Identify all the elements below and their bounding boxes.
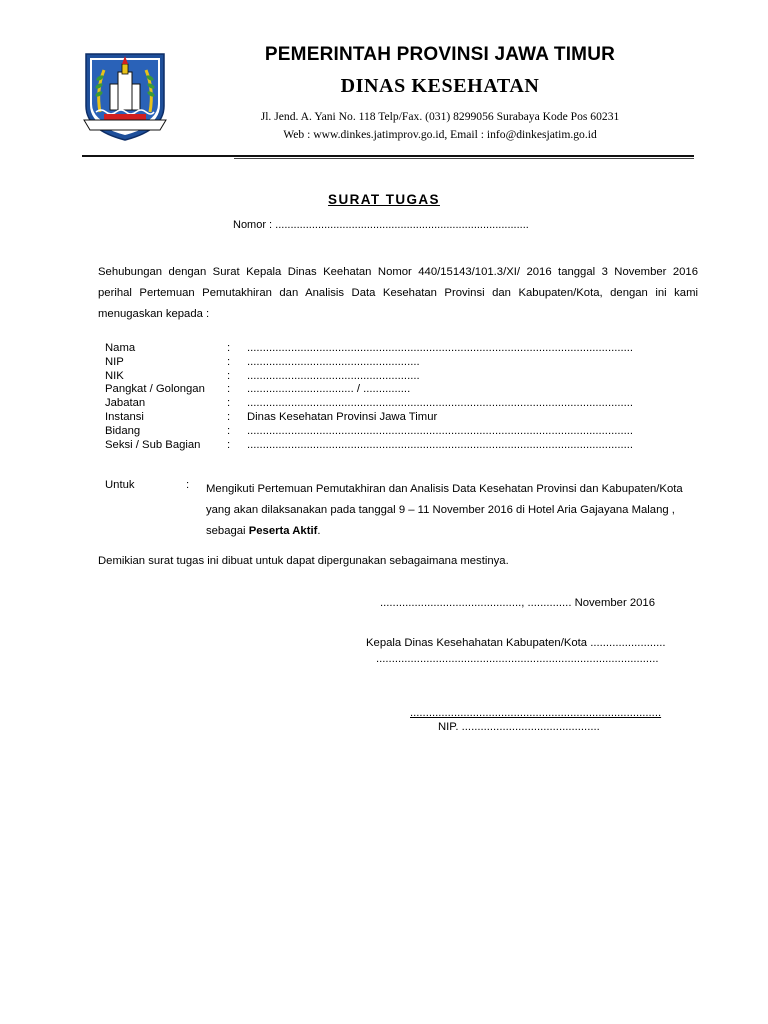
intro-line: Sehubungan dengan Surat Kepala Dinas Keehatan Nomor 440/15143/101.3/XI/ 2016 tanggal 3 November 2016	[98, 266, 698, 278]
closing-sentence: Demikian surat tugas ini dibuat untuk dapat dipergunakan sebagaimana mestinya.	[98, 555, 509, 567]
field-value: ...........................................................................................................................	[247, 342, 634, 354]
date-line: ............................................., .............. November 2016	[380, 597, 655, 609]
field-row-seksi	[105, 439, 665, 453]
field-colon: :	[227, 424, 231, 437]
field-colon: :	[227, 369, 231, 382]
field-label: Jabatan	[105, 397, 146, 410]
field-label: Seksi / Sub Bagian	[105, 438, 201, 451]
field-colon: :	[227, 342, 231, 354]
field-row-nama	[105, 342, 665, 356]
signatory-title-cont: ..........................................................................................	[376, 653, 659, 665]
field-label: Instansi	[105, 410, 144, 423]
field-value: ...........................................................................................................................	[247, 424, 634, 437]
header-divider	[82, 155, 694, 157]
intro-line: menugaskan kepada :	[98, 308, 210, 320]
field-value: .......................................................	[247, 369, 420, 382]
intro-paragraph	[98, 262, 698, 325]
field-row-bidang	[105, 425, 665, 439]
untuk-body	[206, 479, 696, 542]
field-value: ...........................................................................................................................	[247, 397, 634, 410]
provincial-emblem-logo	[80, 50, 170, 142]
untuk-line: yang akan dilaksanakan pada tanggal 9 – 11 November 2016 di Hotel Aria Gajayana Malang ,	[206, 504, 675, 516]
nip-line: NIP. ............................................	[438, 721, 600, 733]
field-colon: :	[227, 397, 231, 410]
dept-name-heading: DINAS KESEHATAN	[340, 75, 540, 97]
address-line: Jl. Jend. A. Yani No. 118 Telp/Fax. (031) 8299056 Surabaya Kode Pos 60231	[260, 110, 620, 123]
field-label: Nama	[105, 342, 136, 354]
untuk-line	[206, 521, 696, 542]
field-colon: :	[227, 438, 231, 451]
untuk-label: Untuk	[105, 479, 135, 491]
field-value: ...........................................................................................................................	[247, 438, 634, 451]
document-title: SURAT TUGAS	[328, 192, 440, 207]
web-email-line: Web : www.dinkes.jatimprov.go.id, Email : info@dinkesjatim.go.id	[283, 128, 597, 141]
field-row-nik	[105, 370, 665, 384]
untuk-line: Mengikuti Pertemuan Pemutakhiran dan Analisis Data Kesehatan Provinsi dan Kabupaten/Kota	[206, 483, 683, 495]
nomor-line: Nomor : ...................................................................................	[233, 219, 529, 231]
field-label: NIK	[105, 369, 124, 382]
peserta-aktif-text: Peserta Aktif	[248, 525, 318, 537]
signature-name-line: ................................................................................	[410, 707, 662, 719]
signatory-title: Kepala Dinas Kesehahatan Kabupaten/Kota ........................	[366, 637, 666, 649]
field-colon: :	[227, 355, 231, 368]
untuk-suffix: .	[317, 525, 321, 537]
field-row-instansi	[105, 411, 665, 425]
assignee-fields	[105, 342, 665, 452]
field-colon: :	[227, 383, 231, 396]
field-row-nip	[105, 356, 665, 370]
field-colon: :	[227, 410, 231, 423]
field-label: Bidang	[105, 424, 141, 437]
field-value: .......................................................	[247, 355, 420, 368]
field-label: Pangkat / Golongan	[105, 383, 205, 396]
field-value: Dinas Kesehatan Provinsi Jawa Timur	[247, 410, 438, 423]
field-value: .................................. / ...............	[247, 383, 411, 396]
untuk-prefix: sebagai	[206, 525, 249, 537]
field-row-pangkat	[105, 383, 665, 397]
untuk-colon: :	[186, 479, 190, 491]
header-divider-thin	[234, 158, 694, 159]
intro-line: perihal Pertemuan Pemutakhiran dan Analisis Data Kesehatan Provinsi dan Kabupaten/Kota, dengan ini kami	[98, 287, 698, 299]
field-row-jabatan	[105, 397, 665, 411]
field-label: NIP	[105, 355, 124, 368]
org-name-heading: PEMERINTAH PROVINSI JAWA TIMUR	[264, 44, 616, 65]
